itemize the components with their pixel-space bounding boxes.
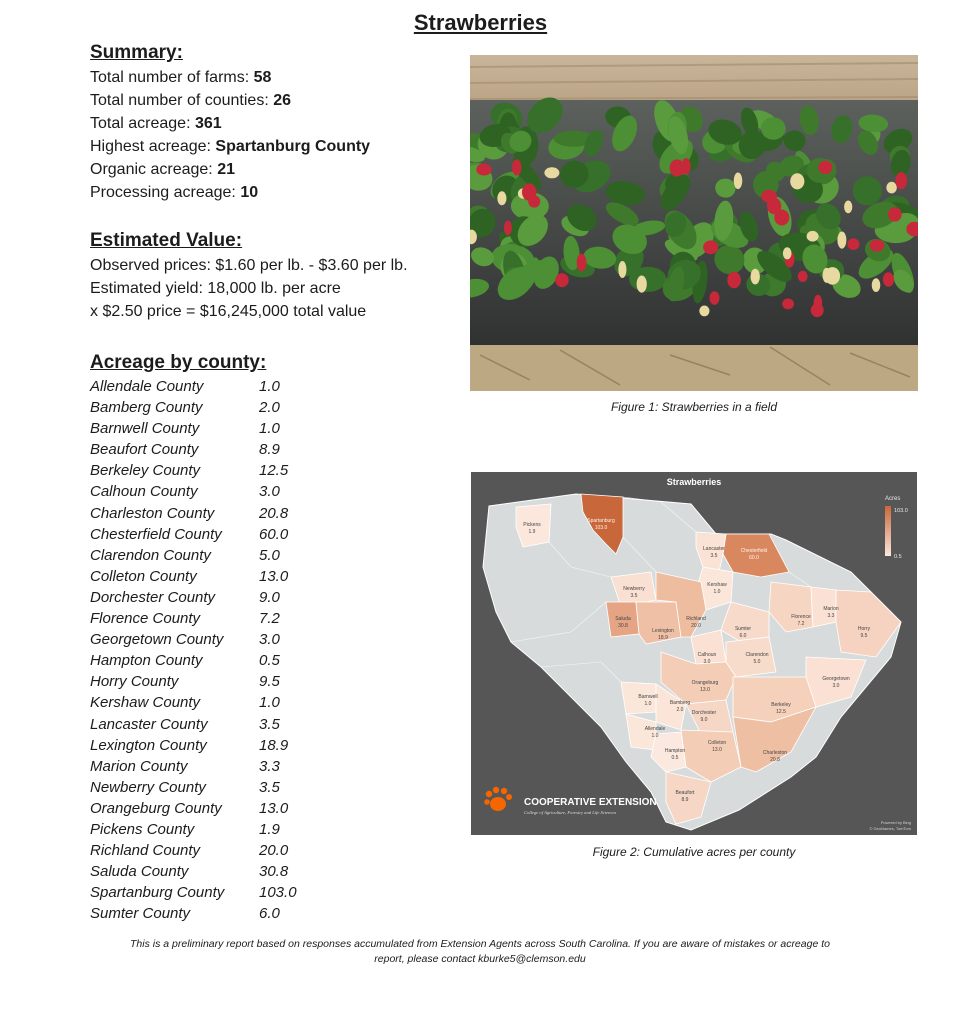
county-name: Orangeburg County bbox=[90, 799, 222, 817]
footer-line-2: report, please contact kburke5@clemson.edu bbox=[374, 953, 586, 965]
county-acreage: 1.0 bbox=[259, 378, 280, 395]
summary-item bbox=[90, 66, 271, 89]
strawberry bbox=[814, 295, 823, 311]
county-acreage: 3.0 bbox=[259, 483, 280, 501]
acreage-heading: Acreage by county: bbox=[90, 352, 267, 373]
county-row bbox=[90, 798, 420, 819]
map-county-label: Beaufort bbox=[675, 790, 695, 796]
county-acreage: 13.0 bbox=[259, 799, 289, 817]
summary-item-label: Highest acreage: bbox=[90, 138, 216, 155]
map-county-value: 9.5 bbox=[860, 633, 868, 639]
county-map bbox=[471, 472, 917, 835]
strawberry bbox=[886, 182, 896, 194]
county-name: Bamberg County bbox=[90, 399, 203, 417]
county-name: Clarendon County bbox=[90, 546, 211, 564]
county-acreage-list bbox=[90, 376, 420, 924]
county-row bbox=[90, 587, 420, 608]
county-row bbox=[90, 418, 420, 439]
map-county-label: Clarendon bbox=[745, 652, 769, 658]
map-county-label: Hampton bbox=[664, 748, 686, 754]
map-county-label: Charleston bbox=[762, 750, 788, 756]
county-row bbox=[90, 481, 420, 502]
strawberry bbox=[504, 221, 512, 236]
map-county-value: 1.0 bbox=[644, 701, 652, 707]
map-county-label: Marion bbox=[823, 606, 839, 612]
strawberry bbox=[618, 261, 626, 278]
county-name: Lancaster County bbox=[90, 715, 208, 733]
map-county-label: Colleton bbox=[707, 740, 727, 746]
strawberry bbox=[818, 161, 832, 174]
strawberry bbox=[512, 159, 521, 175]
map-county-value: 13.0 bbox=[700, 687, 710, 693]
summary-item-label: Total acreage: bbox=[90, 115, 195, 132]
map-county-value: 1.9 bbox=[528, 529, 536, 535]
strawberry bbox=[837, 232, 846, 249]
strawberry bbox=[767, 198, 781, 214]
county-name: Horry County bbox=[90, 673, 179, 691]
county-acreage: 0.5 bbox=[259, 652, 280, 670]
county-acreage: 2.0 bbox=[259, 399, 280, 417]
strawberry bbox=[895, 172, 907, 189]
map-county-value: 2.0 bbox=[676, 707, 684, 713]
county-name: Saluda County bbox=[90, 863, 189, 881]
strawberry bbox=[823, 268, 831, 283]
county-georgetown bbox=[806, 657, 866, 707]
county-name: Berkeley County bbox=[90, 462, 201, 480]
legend-gradient bbox=[885, 506, 891, 556]
county-row bbox=[90, 840, 420, 861]
summary-item-label: Total number of counties: bbox=[90, 92, 274, 109]
page-title: Strawberries bbox=[413, 10, 548, 35]
map-county-value: 60.0 bbox=[749, 555, 759, 561]
strawberry bbox=[497, 191, 506, 205]
strawberry bbox=[751, 269, 760, 285]
county-row bbox=[90, 566, 420, 587]
summary-item-label: Total number of farms: bbox=[90, 69, 254, 86]
strawberry bbox=[555, 273, 568, 287]
map-county-label: Bamberg bbox=[669, 700, 691, 706]
county-acreage: 3.5 bbox=[259, 715, 280, 733]
summary-heading: Summary: bbox=[90, 42, 183, 63]
map-county-label: Kershaw bbox=[707, 582, 727, 588]
map-county-value: 8.9 bbox=[681, 797, 689, 803]
map-county-value: 1.0 bbox=[651, 733, 659, 739]
county-row bbox=[90, 735, 420, 756]
strawberry bbox=[870, 240, 885, 252]
county-name: Florence County bbox=[90, 610, 201, 628]
map-county-value: 5.0 bbox=[753, 659, 761, 665]
map-county-label: Saluda bbox=[615, 616, 631, 622]
county-row bbox=[90, 756, 420, 777]
county-row bbox=[90, 714, 420, 735]
map-county-value: 18.9 bbox=[658, 635, 668, 641]
leaf bbox=[629, 267, 666, 292]
strawberry bbox=[544, 167, 559, 178]
county-acreage: 20.0 bbox=[259, 842, 289, 860]
county-name: Spartanburg County bbox=[90, 884, 225, 902]
county-row bbox=[90, 460, 420, 481]
strawberry bbox=[847, 238, 859, 250]
strawberry bbox=[681, 158, 690, 175]
map-county-label: Spartanburg bbox=[587, 518, 615, 524]
map-county-label: Orangeburg bbox=[691, 680, 719, 686]
county-row bbox=[90, 861, 420, 882]
map-county-value: 13.0 bbox=[712, 747, 722, 753]
map-county-value: 20.8 bbox=[770, 757, 780, 763]
summary-item-value: 361 bbox=[194, 115, 222, 132]
county-name: Sumter County bbox=[90, 905, 191, 923]
summary-item-label: Processing acreage: bbox=[90, 184, 241, 201]
strawberry bbox=[734, 173, 743, 190]
total-value: x $2.50 price = $16,245,000 total value bbox=[90, 303, 367, 320]
map-county-value: 3.5 bbox=[630, 593, 638, 599]
legend-max: 103.0 bbox=[894, 508, 908, 514]
map-county-value: 30.8 bbox=[618, 623, 628, 629]
map-county-label: Dorchester bbox=[691, 710, 717, 716]
map-county-value: 3.0 bbox=[703, 659, 711, 665]
county-row bbox=[90, 692, 420, 713]
map-county-label: Newberry bbox=[623, 586, 645, 592]
summary-item-value: 21 bbox=[217, 161, 235, 178]
map-county-value: 3.0 bbox=[832, 683, 840, 689]
county-row bbox=[90, 777, 420, 798]
county-row bbox=[90, 671, 420, 692]
county-acreage: 60.0 bbox=[259, 525, 289, 543]
summary-item-value: 58 bbox=[253, 69, 272, 86]
county-name: Hampton County bbox=[90, 652, 203, 670]
strawberry bbox=[727, 272, 741, 289]
summary-item bbox=[90, 181, 258, 204]
county-name: Allendale County bbox=[90, 378, 204, 395]
county-acreage: 6.0 bbox=[259, 905, 280, 923]
map-county-label: Georgetown bbox=[822, 676, 850, 682]
strawberry bbox=[703, 240, 718, 254]
county-acreage: 1.0 bbox=[259, 420, 280, 438]
map-county-value: 3.5 bbox=[710, 553, 718, 559]
map-county-value: 9.0 bbox=[700, 717, 708, 723]
map-county-label: Barnwell bbox=[638, 694, 658, 700]
map-county-value: 7.2 bbox=[797, 621, 805, 627]
map-county-label: Sumter bbox=[734, 626, 752, 632]
county-row bbox=[90, 545, 420, 566]
county-name: Richland County bbox=[90, 842, 201, 860]
estimated-yield: Estimated yield: 18,000 lb. per acre bbox=[90, 280, 341, 297]
strawberry bbox=[710, 291, 720, 305]
footer-line-1: This is a preliminary report based on responses accumulated from Extension Agents across South Carolina. If you are aware of mistakes or acreage to bbox=[130, 938, 830, 950]
figure1-caption: Figure 1: Strawberries in a field bbox=[610, 400, 778, 414]
map-county-value: 20.0 bbox=[691, 623, 701, 629]
map-county-label: Richland bbox=[686, 616, 706, 622]
county-acreage: 30.8 bbox=[259, 863, 289, 881]
county-name: Kershaw County bbox=[90, 694, 201, 712]
map-county-value: 3.3 bbox=[827, 613, 835, 619]
summary-item-label: Organic acreage: bbox=[90, 161, 218, 178]
map-county-value: 1.0 bbox=[713, 589, 721, 595]
observed-prices: Observed prices: $1.60 per lb. - $3.60 per lb. bbox=[90, 257, 408, 274]
logo-subtitle: College of Agriculture, Forestry and Life Sciences bbox=[524, 810, 617, 815]
estimated-value-heading: Estimated Value: bbox=[90, 230, 243, 251]
map-county-value: 0.5 bbox=[671, 755, 679, 761]
map-county-label: Berkeley bbox=[771, 702, 791, 708]
strawberry bbox=[888, 207, 902, 221]
county-acreage: 8.9 bbox=[259, 441, 280, 459]
county-row bbox=[90, 524, 420, 545]
county-row bbox=[90, 819, 420, 840]
county-acreage: 103.0 bbox=[259, 884, 297, 902]
strawberry bbox=[782, 299, 794, 310]
strawberry-field-photo bbox=[470, 55, 918, 391]
county-acreage: 7.2 bbox=[259, 610, 280, 628]
map-county-value: 6.0 bbox=[739, 633, 747, 639]
county-name: Charleston County bbox=[90, 504, 215, 522]
county-acreage: 3.0 bbox=[259, 631, 280, 649]
county-acreage: 9.0 bbox=[259, 588, 280, 606]
strawberry bbox=[783, 247, 792, 259]
summary-item bbox=[90, 112, 222, 135]
county-name: Georgetown County bbox=[90, 631, 224, 649]
map-county-value: 12.5 bbox=[776, 709, 786, 715]
map-attribution-1: Powered by Bing bbox=[880, 820, 911, 825]
county-row bbox=[90, 397, 420, 418]
map-title: Strawberries bbox=[666, 477, 722, 487]
strawberry bbox=[844, 201, 852, 214]
county-acreage: 20.8 bbox=[259, 504, 289, 522]
summary-item-value: Spartanburg County bbox=[215, 138, 371, 155]
map-county-label: Florence bbox=[791, 614, 811, 620]
logo-title: COOPERATIVE EXTENSION bbox=[524, 797, 657, 808]
county-name: Colleton County bbox=[90, 567, 197, 585]
summary-item-value: 10 bbox=[240, 184, 259, 201]
county-row bbox=[90, 439, 420, 460]
strawberry bbox=[699, 306, 709, 317]
strawberry bbox=[807, 231, 819, 242]
county-name: Newberry County bbox=[90, 778, 206, 796]
county-row bbox=[90, 608, 420, 629]
map-county-value: 103.0 bbox=[594, 525, 608, 531]
map-county-label: Chesterfield bbox=[740, 548, 768, 554]
strawberry bbox=[883, 272, 894, 286]
county-acreage: 9.5 bbox=[259, 673, 280, 691]
strawberry bbox=[637, 276, 647, 293]
county-acreage: 18.9 bbox=[259, 736, 289, 754]
county-name: Dorchester County bbox=[90, 588, 216, 606]
map-county-label: Lancaster bbox=[703, 546, 725, 552]
county-name: Barnwell County bbox=[90, 420, 200, 438]
county-row bbox=[90, 629, 420, 650]
county-name: Lexington County bbox=[90, 736, 207, 754]
county-acreage: 3.5 bbox=[259, 778, 280, 796]
county-acreage: 1.0 bbox=[259, 694, 280, 712]
county-name: Calhoun County bbox=[90, 483, 198, 501]
county-acreage: 1.9 bbox=[259, 820, 280, 838]
strawberry bbox=[790, 173, 804, 189]
county-row bbox=[90, 650, 420, 671]
strawberry bbox=[872, 278, 881, 292]
county-acreage: 13.0 bbox=[259, 567, 289, 585]
summary-item bbox=[90, 135, 370, 158]
tiger-paw-logo bbox=[484, 787, 512, 811]
map-county-label: Lexington bbox=[652, 628, 674, 634]
county-acreage: 3.3 bbox=[259, 757, 280, 775]
strawberry bbox=[522, 183, 536, 200]
county-row bbox=[90, 903, 420, 924]
county-acreage: 5.0 bbox=[259, 546, 280, 564]
summary-item-value: 26 bbox=[273, 92, 292, 109]
map-county-label: Pickens bbox=[523, 522, 541, 528]
summary-item bbox=[90, 89, 291, 112]
map-attribution-2: © GeoNames, TomTom bbox=[869, 826, 911, 831]
strawberry bbox=[798, 271, 808, 282]
county-name: Beaufort County bbox=[90, 441, 199, 459]
county-row bbox=[90, 376, 420, 397]
county-acreage: 12.5 bbox=[259, 462, 289, 480]
county-row bbox=[90, 882, 420, 903]
strawberry bbox=[577, 254, 587, 272]
county-name: Pickens County bbox=[90, 820, 195, 838]
strawberry bbox=[476, 164, 491, 176]
county-name: Chesterfield County bbox=[90, 525, 222, 543]
figure2-caption: Figure 2: Cumulative acres per county bbox=[592, 845, 796, 859]
map-county-label: Calhoun bbox=[697, 652, 717, 658]
map-county-label: Horry bbox=[857, 626, 871, 632]
county-name: Marion County bbox=[90, 757, 188, 775]
legend-min: 0.5 bbox=[894, 554, 902, 560]
legend-title: Acres bbox=[885, 496, 901, 502]
county-row bbox=[90, 503, 420, 524]
footer-note bbox=[90, 937, 870, 967]
map-county-label: Allendale bbox=[644, 726, 666, 732]
summary-item bbox=[90, 158, 235, 181]
